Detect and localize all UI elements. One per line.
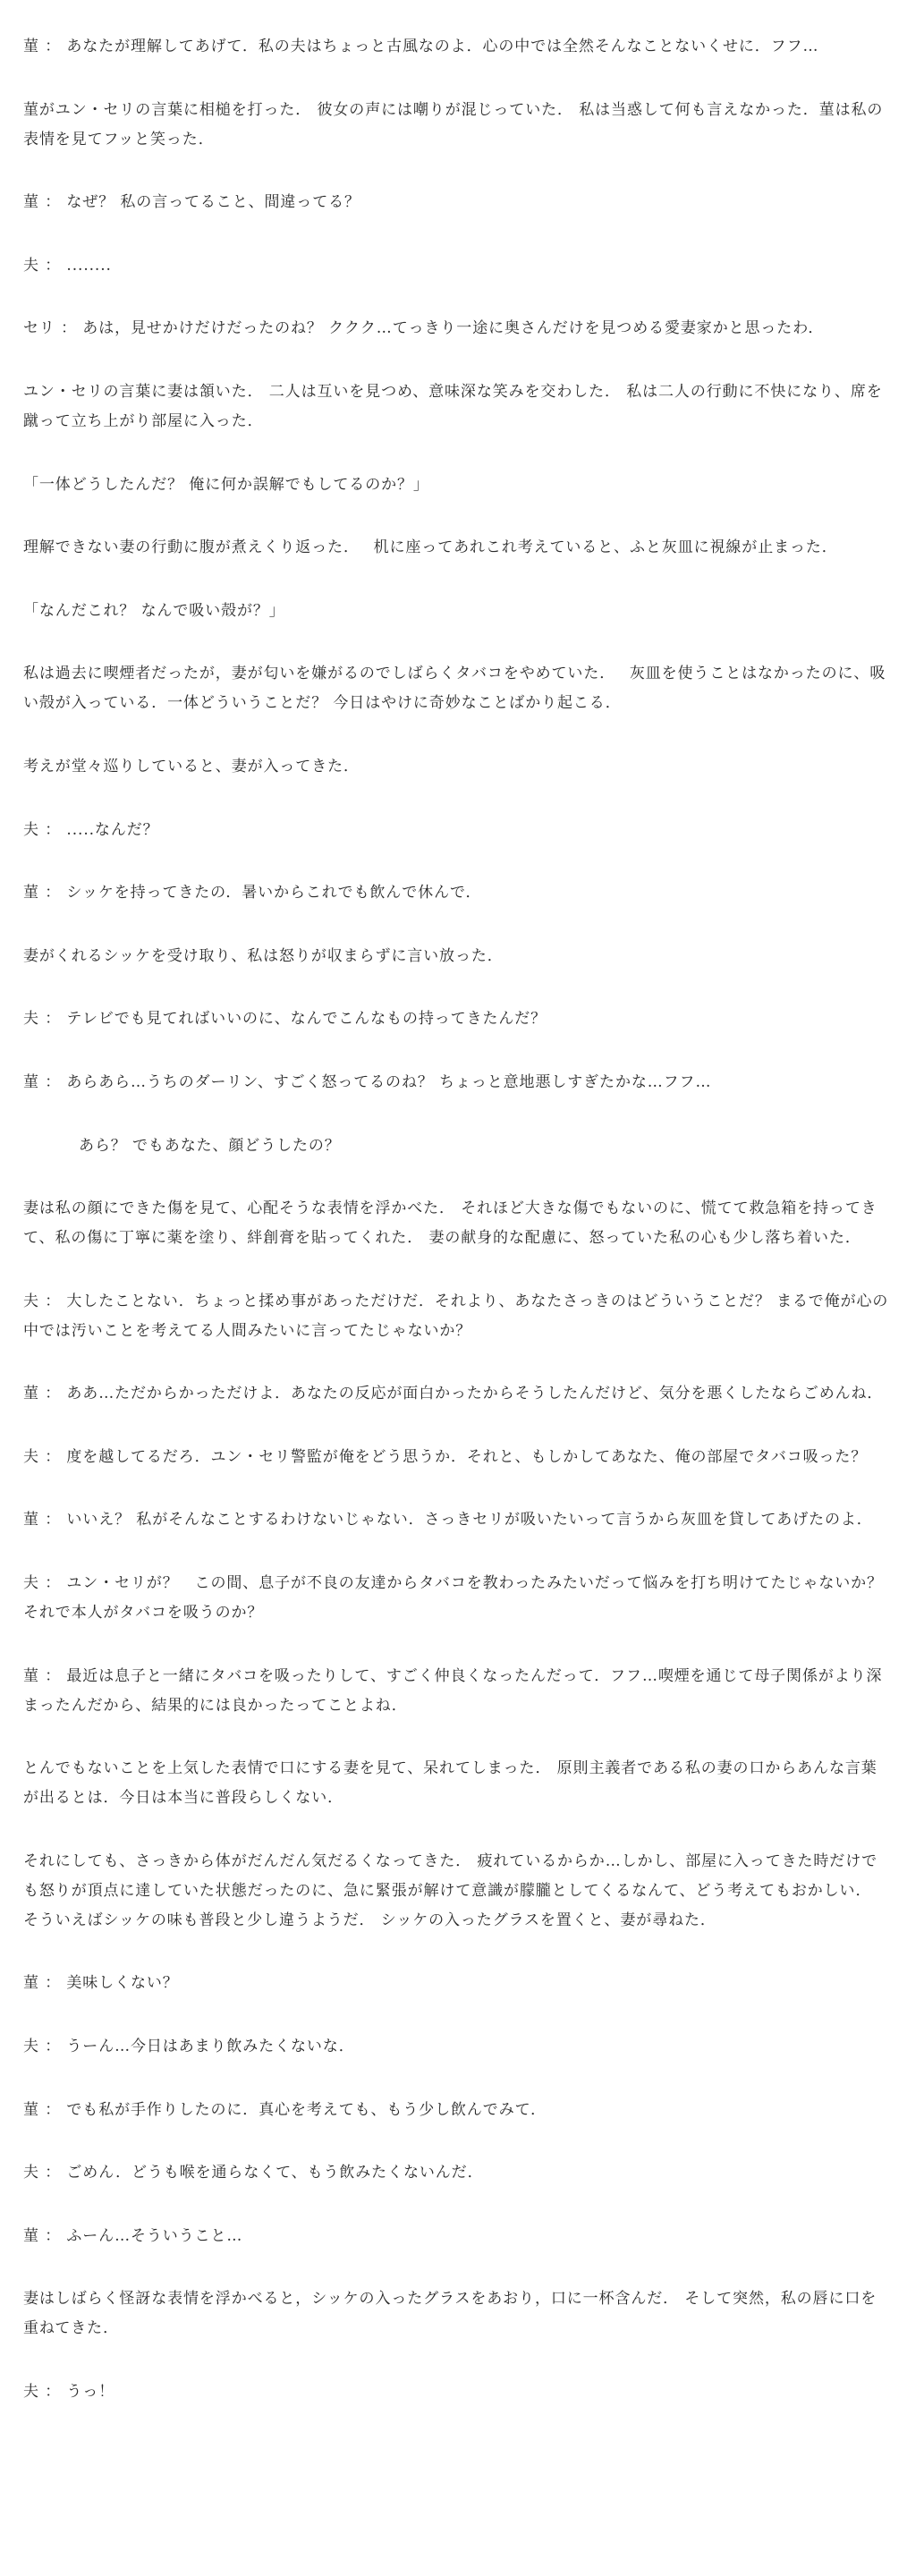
story-paragraph: 菫 ： シッケを持ってきたの．暑いからこれでも飲んで休んで． [23, 884, 482, 902]
story-paragraph: とんでもないことを上気した表情で口にする妻を見て、呆れてしまった． 原則主義者である私の妻の口からあんな言葉が出るとは．今日は本当に普段らしくない． [23, 1759, 877, 1808]
story-paragraph: 夫 ： ごめん．どうも喉を通らなくて、もう飲みたくないんだ． [23, 2164, 484, 2182]
story-paragraph: 夫 ： .....なんだ？ [23, 820, 159, 839]
story-paragraph: 菫 ： 最近は息子と一緒にタバコを吸ったりして、すごく仲良くなったんだって．フフ…喫煙を通じて母子関係がより深まったんだから、結果的には良かったってことよね． [23, 1666, 883, 1715]
story-paragraph: 菫 ： なぜ？ 私の言ってること、間違ってる？ [23, 193, 360, 212]
story-paragraph: 夫 ： ........ [23, 256, 112, 275]
story-paragraph: 妻は私の顔にできた傷を見て、心配そうな表情を浮かべた． それほど大きな傷でもないのに、慌てて救急箱を持ってきて、私の傷に丁寧に薬を塗り、絆創膏を貼ってくれた． 妻の献身的な配慮に、怒っていた私の心も少し落ち着いた． [23, 1199, 877, 1248]
story-paragraph: 妻はしばらく怪訝な表情を浮かべると，シッケの入ったグラスをあおり，口に一杯含んだ． そして突然，私の唇に口を重ねてきた． [23, 2290, 877, 2338]
story-paragraph: 菫 ： ああ…ただからかっただけよ．あなたの反応が面白かったからそうしたんだけど、気分を悪くしたならごめんね． [23, 1385, 884, 1403]
story-paragraph: 菫 ： ふーん…そういうこと… [23, 2226, 243, 2245]
story-paragraph: あら？ でもあなた、顔どうしたの？ [79, 1136, 341, 1155]
story-paragraph: 夫 ： テレビでも見てればいいのに、なんでこんなもの持ってきたんだ？ [23, 1010, 547, 1029]
story-paragraph: 夫 ： 大したことない．ちょっと揉め事があっただけだ．それより、あなたさっきのはどういうことだ？ まるで俺が心の中では汚いことを考えてる人間みたいに言ってたじゃないか？ [23, 1292, 889, 1340]
story-paragraph: それにしても、さっきから体がだんだん気だるくなってきた． 疲れているからか…しかし、部屋に入ってきた時だけでも怒りが頂点に達していた状態だったのに、急に緊張が解けて意識が朦朧としてくるなんて、どう考えてもおかしい． そういえばシッケの味も普段と少し違うようだ． シッケの入ったグラスを置くと、妻が尋ねた． [23, 1852, 878, 1929]
story-paragraph: 夫 ： うーん…今日はあまり飲みたくないな． [23, 2038, 355, 2056]
story-paragraph: 菫 ： あなたが理解してあげて．私の夫はちょっと古風なのよ．心の中では全然そんなことないくせに．フフ… [23, 38, 819, 55]
story-paragraph: 「一体どうしたんだ？ 俺に何か誤解でもしてるのか？」 [23, 475, 429, 494]
story-paragraph: 菫 ： あらあら…うちのダーリン、すごく怒ってるのね？ ちょっと意地悪しすぎたかな…フフ… [23, 1072, 712, 1091]
story-paragraph: 菫がユン・セリの言葉に相槌を打った． 彼女の声には嘲りが混じっていた． 私は当惑して何も言えなかった．菫は私の表情を見てフッと笑った． [23, 100, 884, 148]
story-paragraph: 妻がくれるシッケを受け取り、私は怒りが収まらずに言い放った． [23, 946, 504, 965]
story-paragraph: 夫 ： うっ！ [23, 2383, 115, 2401]
story-paragraph: ユン・セリの言葉に妻は頷いた． 二人は互いを見つめ、意味深な笑みを交わした． 私は二人の行動に不快になり、席を蹴って立ち上がり部屋に入った． [23, 382, 883, 430]
story-paragraph: 考えが堂々巡りしていると、妻が入ってきた． [23, 757, 360, 775]
story-paragraph: 夫 ： 度を越してるだろ．ユン・セリ警監が俺をどう思うか．それと、もしかしてあなた、俺の部屋でタバコ吸った？ [23, 1447, 868, 1466]
story-paragraph: 理解できない妻の行動に腹が煮えくり返った． 机に座ってあれこれ考えていると、ふと灰皿に視線が止まった． [23, 538, 838, 557]
story-paragraph: 夫 ： ユン・セリが？ この間、息子が不良の友達からタバコを教わったみたいだって悩みを打ち明けてたじゃないか？ それで本人がタバコを吸うのか？ [23, 1574, 889, 1623]
story-paragraph: セリ ： あは，見せかけだけだったのね？ ククク…てっきり一途に奥さんだけを見つめる愛妻家かと思ったわ． [23, 319, 825, 338]
story-paragraph: 菫 ： いいえ？ 私がそんなことするわけないじゃない．さっきセリが吸いたいって言うから灰皿を貸してあげたのよ． [23, 1511, 873, 1530]
story-paragraph: 菫 ： でも私が手作りしたのに．真心を考えても、もう少し飲んでみて． [23, 2100, 547, 2119]
story-paragraph: 私は過去に喫煙者だったが，妻が匂いを嫌がるのでしばらくタバコをやめていた． 灰皿を使うことはなかったのに、吸い殻が入っている．一体どういうことだ？ 今日はやけに奇妙なことばかり起こる． [23, 665, 886, 713]
story-paragraph: 「なんだこれ？ なんで吸い殻が？」 [23, 601, 285, 620]
story-paragraph: 菫 ： 美味しくない？ [23, 1974, 179, 1993]
